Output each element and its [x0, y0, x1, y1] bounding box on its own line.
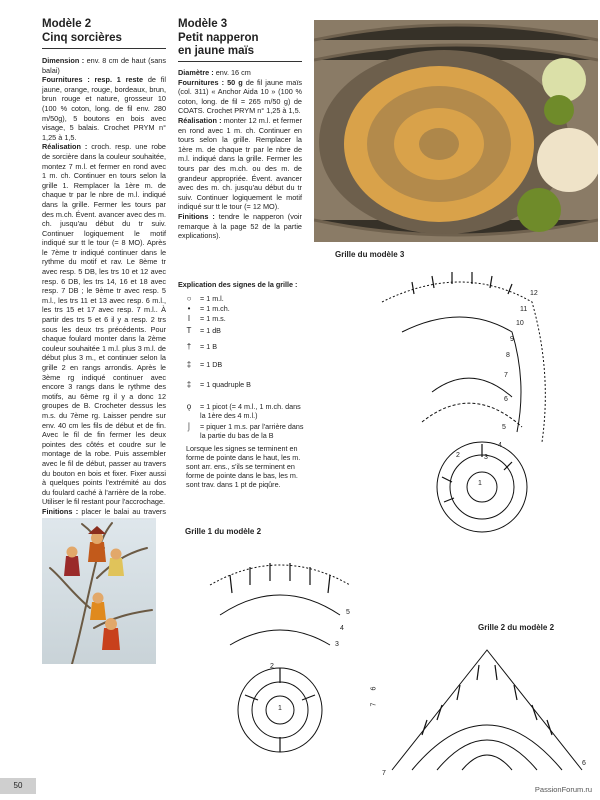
model2-title: Cinq sorcières — [42, 32, 122, 44]
grid3-round-label: 7 — [504, 372, 508, 379]
grid3-title: Grille du modèle 3 — [335, 250, 405, 259]
grid2-row-label: 6 — [582, 760, 586, 767]
legend-item: ○ = 1 m.l. — [186, 294, 224, 303]
grid2-row-label: 7 — [382, 770, 386, 777]
doily-photo — [314, 20, 598, 242]
model2-number: Modèle 2 — [42, 18, 92, 30]
grid3-round-label: 6 — [504, 396, 508, 403]
grid1-round-label: 4 — [340, 625, 344, 632]
grid3-diagram — [352, 262, 572, 562]
model3-number: Modèle 3 — [178, 18, 228, 30]
grid1-title: Grille 1 du modèle 2 — [185, 527, 262, 536]
legend-item: T = 1 dB — [186, 326, 221, 335]
grid1-round-label: 6 — [370, 686, 378, 691]
legend-item: ‡ = 1 quadruple B — [186, 380, 251, 389]
grid3-round-label: 12 — [530, 290, 538, 297]
legend-title: Explication des signes de la grille : — [178, 280, 298, 289]
grid3-round-label: 1 — [478, 480, 482, 487]
grid2-title: Grille 2 du modèle 2 — [478, 623, 555, 632]
model3-text: Diamètre : env. 16 cm Fournitures : 50 g de fil jaune maïs (col. 311) « Anchor Aida 10 » (100 % coton, long. de fil = 265 m/50 g) de COATS. Crochet PRYM n° 1,25 à 1,5. Réalisation : monter 12 m.l. et fermer en rond avec 1 m. ch. Continuer en tours selon la grille. Remplacer la 1ère m. de chaque tr par le nbre de m.l. indiqué dans la grille. Fermer les tours par des m.ch. ou des m. de grandeur appropriée. Évent. avancer avec des m. ch. jusqu'au début du tr suiv. Continuer logiquement le motif indiqué sur tt le tour (= 12 MO). Finitions : tendre le napperon (voir remarque à la page 52 de la partie explications). — [178, 68, 302, 241]
legend-item: I = 1 m.s. — [187, 314, 226, 323]
grid2-diagram — [382, 640, 592, 780]
grid3-round-label: 2 — [456, 452, 460, 459]
grid3-round-label: 10 — [516, 320, 524, 327]
grid3-round-label: 3 — [484, 454, 488, 461]
witches-photo — [42, 518, 156, 664]
model2-text: Dimension : env. 8 cm de haut (sans balai) Fournitures : resp. 1 reste de fil jaune, orange, rouge, bordeaux, brun, brun rouge et nature, grosseur 10 (100 % coton, long. de fil env. 280 m/50g), 5 boutons en bois avec visage, 5 balais. Crochet PRYM n° 1,25 à 1,5. Réalisation : croch. resp. une robe de sorcière dans la couleur souhaitée, montez 7 m.l. et fermer en rond avec 1 m. ch. Continuer en tours selon la grille 1. Remplacer la 1ère m. de chaque tr par le nbre de m.l. indiqué dans la grille. Fermer les tours par des m.ch. Évent. avancer avec des m. ch. jusqu'au début du tr suiv. Continuer logiquement le motif indiqué sur tt le tour (= 8 MO). Après le 7ème tr indiqué continuer dans le rythme du motif et rav. Le 8ème tr avec resp. 5 DB, les trs 10 et 12 avec resp. 6 DB, les trs 14, 16 et 18 avec resp. 7 DB ; le 9ème tr avec resp. 5 m.l., les trs 11 et 13 avec resp. 6 m.l., les trs 15 et 17 avec resp. 7 m.l.. À partir des trs 5 et 6 il y a resp. 2 trs sous les deux trs précédents. Pour chaque foulard monter dans la 2ème couleur souhaitée 1 m.l. plus 3 m.l. de début plus 3 m., et continuer selon la grille 2 en rangs arrondis. Après le 3ème rg indiqué continuer avec encore 3 rangs dans le rythme des motifs, au 6ème rg il y a donc 12 groupes de B. Crocheter dessus les m.s. du 7ème rg. Laisser pendre sur env. 40 cm les fils de début et de fin. Avec le fil de fin fermer les deux pointes des côtés et coudre sur le montage de la robe. Puis assembler avec le fil de début, passer au travers du bouton en bois et fixer. Fixer aussi à quelques points l'extrémité au dos du foulard caché à l'arrière de la robe. Utiliser le fil restant pour l'accrochage. Finitions : placer le balai au travers — [42, 56, 166, 516]
grid1-round-label: 2 — [270, 663, 274, 670]
grid3-round-label: 4 — [498, 442, 502, 449]
grid3-round-label: 11 — [520, 306, 528, 313]
model3-title-line2: en jaune maïs — [178, 45, 255, 57]
legend-note: Lorsque les signes se terminent en forme de pointe dans le haut, les m. sont arr. ens., s'ils se terminent en forme de pointe dans le bas, les m. sont trav. dans 1 pt de piqûre. — [186, 444, 301, 489]
legend-item: ǫ = 1 picot (= 4 m.l., 1 m.ch. dans la 1ère des 4 m.l.) — [186, 402, 301, 420]
grid1-round-label: 7 — [370, 702, 378, 707]
legend-item: † = 1 B — [186, 342, 217, 351]
grid1-diagram — [190, 545, 390, 765]
legend — [178, 280, 308, 510]
grid3-round-label: 8 — [506, 352, 510, 359]
watermark: PassionForum.ru — [534, 785, 592, 794]
legend-item: ⌡ = piquer 1 m.s. par l'arrière dans la partie du bas de la B — [186, 422, 304, 440]
grid3-round-label: 9 — [510, 336, 514, 343]
grid1-round-label: 3 — [335, 641, 339, 648]
grid1-round-label: 5 — [346, 609, 350, 616]
legend-item: • = 1 m.ch. — [187, 304, 230, 313]
page-number: 50 — [0, 778, 36, 794]
model3-title-rule — [178, 61, 302, 62]
grid1-round-label: 1 — [278, 705, 282, 712]
model2-title-rule — [42, 48, 166, 49]
legend-item: ‡ = 1 DB — [186, 360, 223, 369]
grid3-round-label: 5 — [502, 424, 506, 431]
model3-title-line1: Petit napperon — [178, 32, 259, 44]
